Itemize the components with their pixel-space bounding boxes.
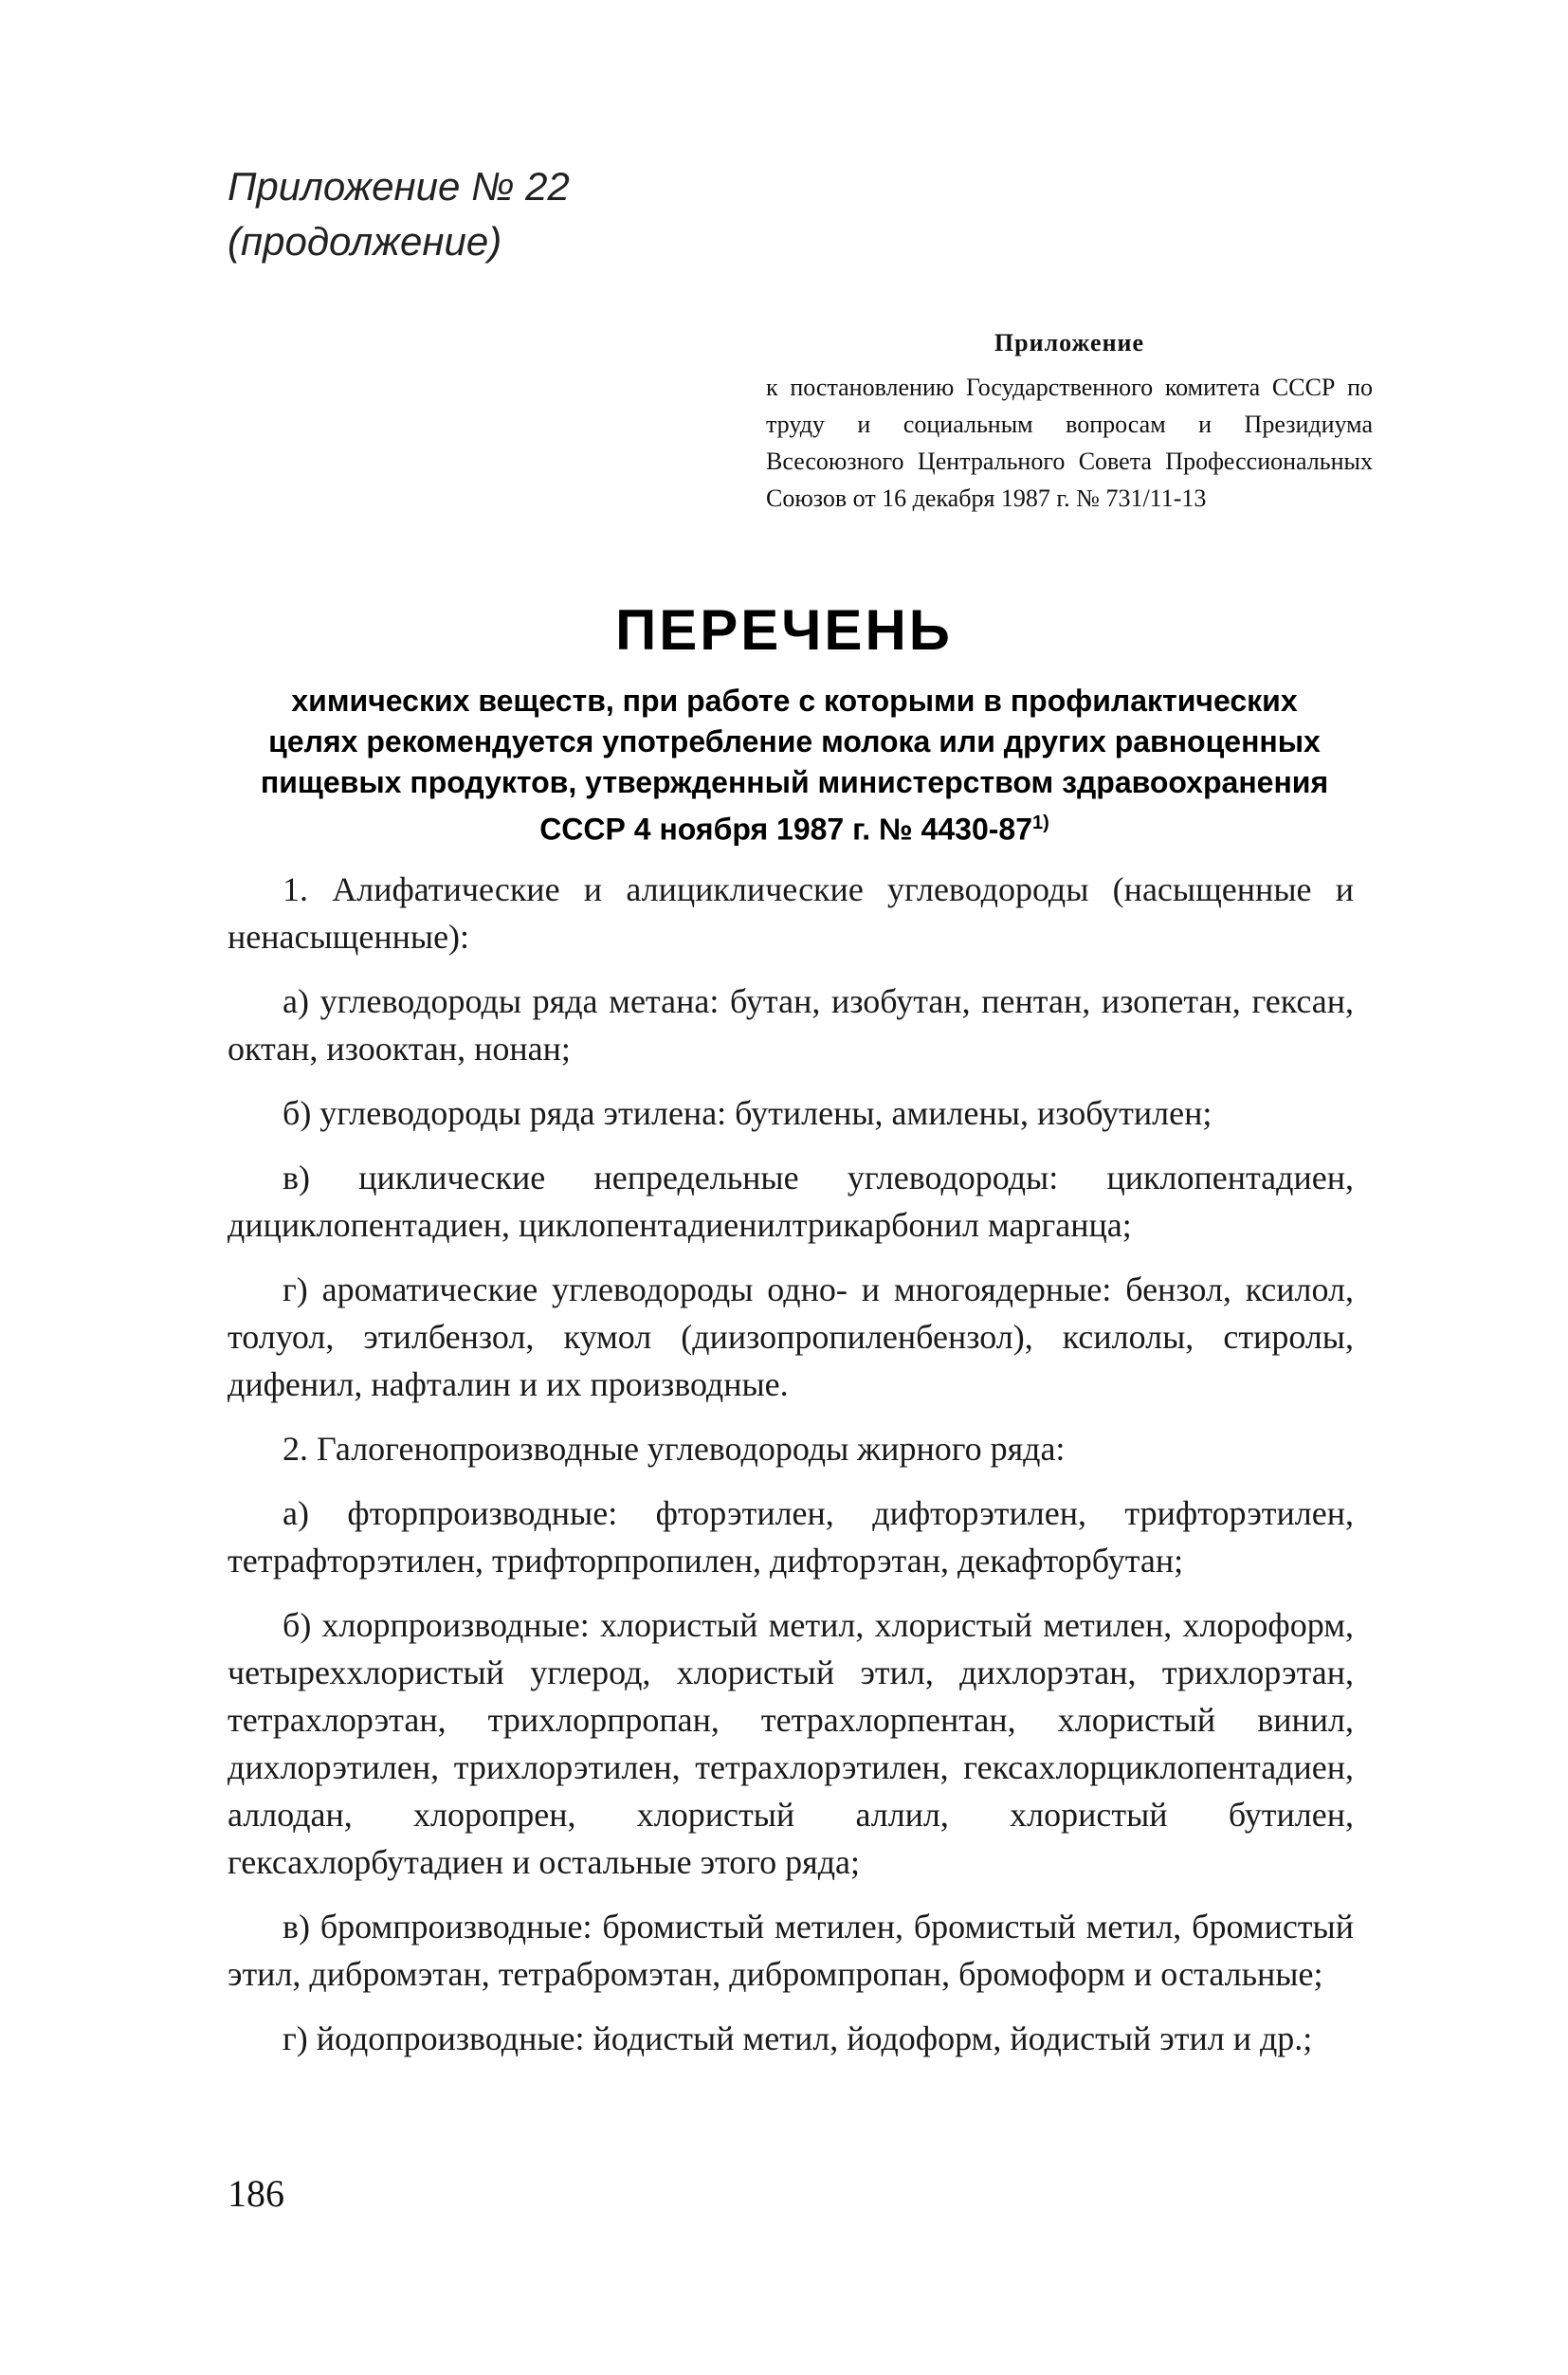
footnote-mark: 1) xyxy=(1032,813,1049,833)
paragraph: б) углеводороды ряда этилена: бутилены, амилены, изобутилен; xyxy=(283,1094,1212,1132)
paragraph: в) циклические непредельные углеводороды: циклопентадиен, дициклопентадиен, циклопентадиенилтрикарбонил марганца; xyxy=(228,1159,1354,1244)
page-number: 186 xyxy=(228,2172,284,2215)
paragraph: в) бромпроизводные: бромистый метилен, бромистый метил, бромистый этил, дибромэтан, тетрабромэтан, дибромпропан, бромоформ и остальные; xyxy=(228,1908,1354,1993)
document-subtitle xyxy=(245,681,1344,850)
appendix-continuation: (продолжение) xyxy=(228,219,502,264)
body-text xyxy=(228,866,1354,2079)
paragraph: а) фторпроизводные: фторэтилен, дифторэтилен, трифторэтилен, тетрафторэтилен, трифторпропилен, дифторэтан, декафторбутан; xyxy=(228,1494,1354,1580)
appendix-heading xyxy=(228,159,891,269)
attachment-block xyxy=(766,324,1373,517)
paragraph: 1. Алифатические и алициклические углеводороды (насыщенные и ненасыщенные): xyxy=(228,870,1354,956)
appendix-number: Приложение № 22 xyxy=(228,164,570,209)
paragraph: а) углеводороды ряда метана: бутан, изобутан, пентан, изопетан, гексан, октан, изооктан, нонан; xyxy=(228,982,1354,1068)
document-title: ПЕРЕЧЕНЬ xyxy=(615,598,953,662)
paragraph: г) ароматические углеводороды одно- и многоядерные: бензол, ксилол, толуол, этилбензол, кумол (диизопропиленбензол), ксилолы, стиролы, дифенил, нафталин и их производные. xyxy=(228,1270,1354,1403)
attachment-title: Приложение xyxy=(994,329,1145,356)
paragraph: б) хлорпроизводные: хлористый метил, хлористый метилен, хлороформ, четыреххлористый углерод, хлористый этил, дихлорэтан, трихлорэтан, тетрахлорэтан, трихлорпропан, тетрахлорпентан, хлористый винил, дихлорэтилен, трихлорэтилен, тетрахлорэтилен, гексахлорциклопентадиен, аллодан, хлоропрен, хлористый аллил, хлористый бутилен, гексахлорбутадиен и остальные этого ряда; xyxy=(228,1606,1354,1881)
paragraph: 2. Галогенопроизводные углеводороды жирного ряда: xyxy=(283,1430,1066,1468)
paragraph: г) йодопроизводные: йодистый метил, йодоформ, йодистый этил и др.; xyxy=(283,2019,1313,2057)
subtitle-text: химических веществ, при работе с которыми в профилактических целях рекомендуется употребление молока или других равноценных пищевых продуктов, утвержденный министерством здравоохранения СССР 4 ноября 1987 г. № 4430-87 xyxy=(260,684,1329,847)
attachment-text: к постановлению Государственного комитета СССР по труду и социальным вопросам и Президиума Всесоюзного Центрального Совета Профессиональных Союзов от 16 декабря 1987 г. № 731/11-13 xyxy=(766,374,1373,512)
